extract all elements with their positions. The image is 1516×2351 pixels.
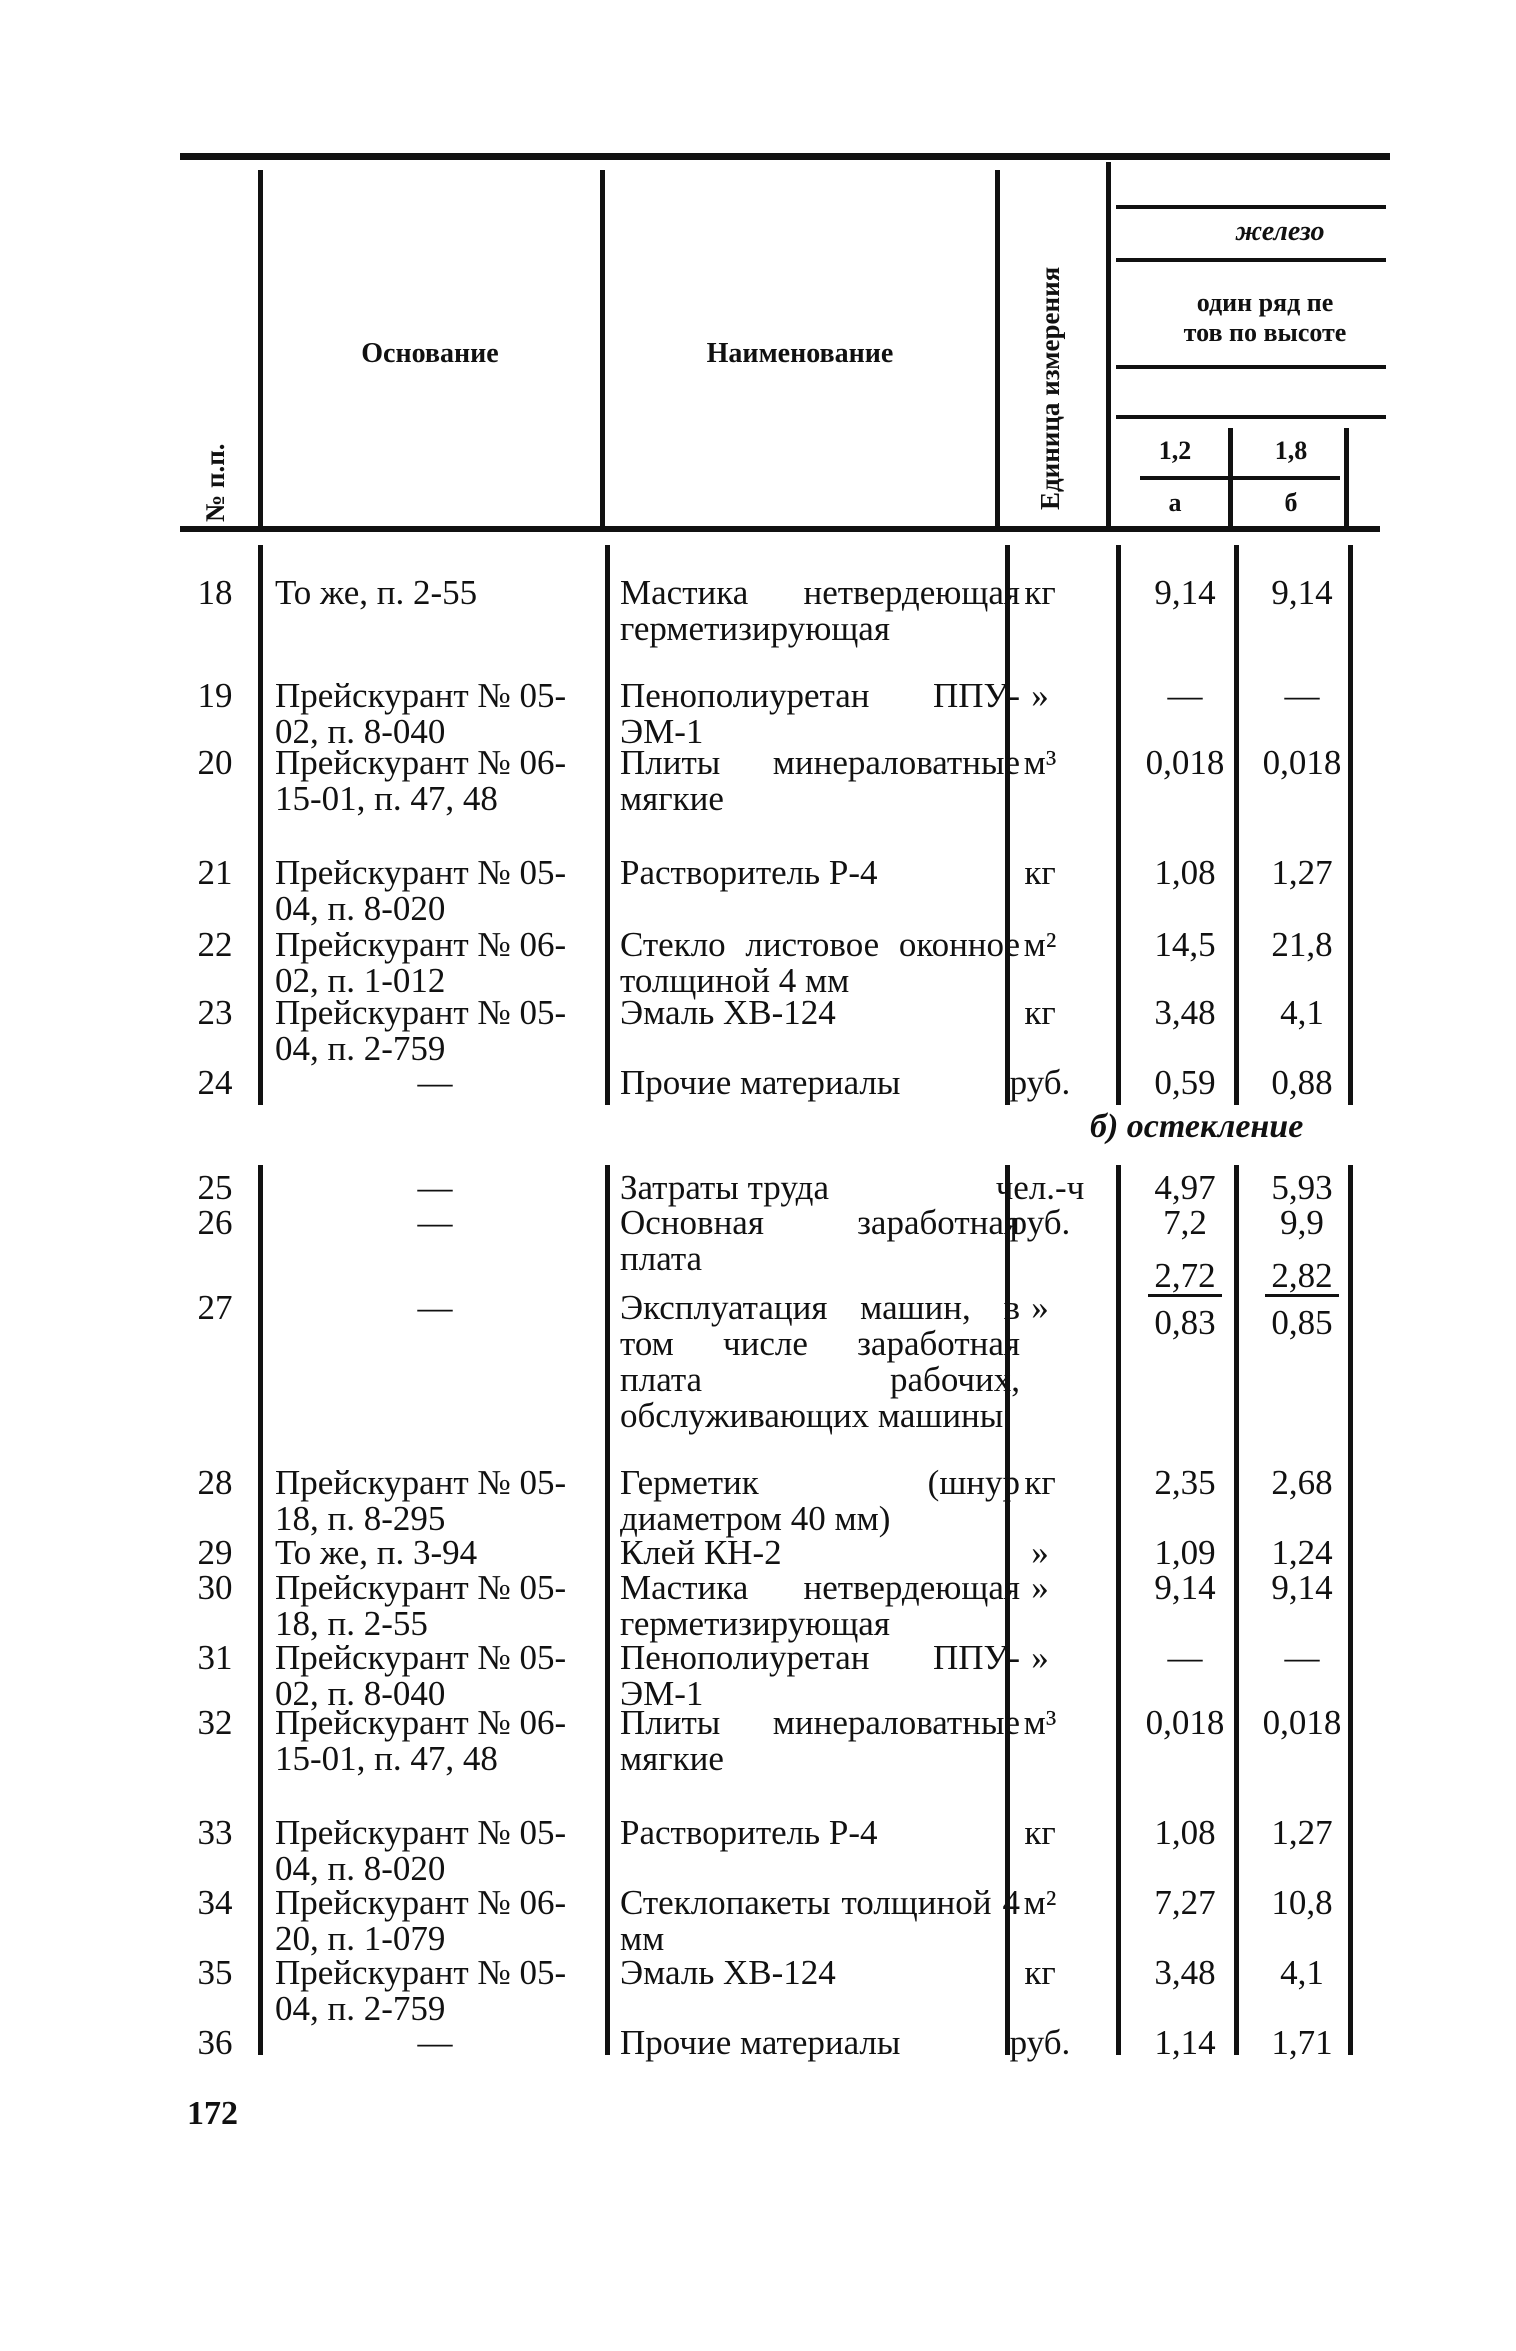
row-name: Герметик (шнур диаметром 40 мм) <box>620 1463 1020 1538</box>
row-number: 20 <box>197 743 233 782</box>
row-basis: — <box>417 1063 453 1102</box>
row-value-a: 9,14 <box>1154 1568 1216 1607</box>
row-name: Затраты труда <box>620 1168 829 1207</box>
row-unit: кг <box>1024 573 1056 612</box>
row-unit: м³ <box>1023 1703 1057 1742</box>
row-basis: Прейскурант № 05-02, п. 8-040 <box>275 676 567 751</box>
row-number: 29 <box>197 1533 233 1572</box>
row-name: Стекло листовое оконное толщиной 4 мм <box>620 925 1020 1000</box>
row-unit: руб. <box>1009 1203 1071 1242</box>
row-basis: То же, п. 2-55 <box>275 573 478 612</box>
row-number: 22 <box>197 925 233 964</box>
row-unit: чел.-ч <box>995 1168 1085 1207</box>
row-value-b: — <box>1284 676 1320 715</box>
body-divider <box>258 545 263 1105</box>
row-number: 31 <box>197 1638 233 1677</box>
row-unit: м² <box>1023 1883 1057 1922</box>
row-unit: кг <box>1024 1813 1056 1852</box>
row-basis: Прейскурант № 06-15-01, п. 47, 48 <box>275 1703 567 1778</box>
row-name: Эмаль ХВ-124 <box>620 1953 836 1992</box>
row-number: 25 <box>197 1168 233 1207</box>
header-sub-rule <box>1116 205 1386 209</box>
row-unit: руб. <box>1009 1063 1071 1102</box>
row-value-a: 3,48 <box>1154 1953 1216 1992</box>
row-name: Стеклопакеты толщиной 4 мм <box>620 1883 1020 1958</box>
header-sub-rule <box>1116 415 1386 419</box>
row-name: Прочие материалы <box>620 2023 901 2062</box>
row-basis: Прейскурант № 05-04, п. 8-020 <box>275 853 567 928</box>
row-value-a: 0,59 <box>1154 1063 1216 1102</box>
row-basis: Прейскурант № 05-18, п. 2-55 <box>275 1568 567 1643</box>
header-col-basis: Основание <box>361 338 499 369</box>
section-title: б) остекление <box>1090 1108 1304 1145</box>
row-basis: — <box>417 1203 453 1242</box>
header-top-rule <box>180 153 1390 160</box>
row-value-b: — <box>1284 1638 1320 1677</box>
row-basis: Прейскурант № 05-02, п. 8-040 <box>275 1638 567 1713</box>
row-name: Плиты минераловатные мягкие <box>620 743 1020 818</box>
body-divider <box>605 545 610 1105</box>
row-number: 36 <box>197 2023 233 2062</box>
row-basis: Прейскурант № 06-15-01, п. 47, 48 <box>275 743 567 818</box>
row-value-b: 5,93 <box>1271 1168 1333 1207</box>
header-subgroup-line2: тов по высоте <box>1183 318 1347 347</box>
header-divider <box>995 170 1000 528</box>
row-value-a: 1,09 <box>1154 1533 1216 1572</box>
row-number: 32 <box>197 1703 233 1742</box>
row-name: Прочие материалы <box>620 1063 901 1102</box>
row-value-a: — <box>1167 1638 1203 1677</box>
row-value-a: 9,14 <box>1154 573 1216 612</box>
row-unit: м³ <box>1023 743 1057 782</box>
row-value-a: 0,018 <box>1145 1703 1225 1742</box>
header-col-name: Наименование <box>706 338 894 369</box>
row-value-a-fraction <box>1125 1258 1245 1341</box>
header-divider <box>600 170 605 528</box>
header-subgroup <box>1150 288 1380 348</box>
row-value-b: 1,27 <box>1271 853 1333 892</box>
row-name: Растворитель Р-4 <box>620 853 878 892</box>
header-divider <box>1106 162 1111 528</box>
row-basis: То же, п. 3-94 <box>275 1533 478 1572</box>
row-basis: Прейскурант № 05-04, п. 2-759 <box>275 993 567 1068</box>
row-name: Мастика нетвердеющая герметизирующая <box>620 1568 1020 1643</box>
row-value-a: 4,97 <box>1154 1168 1216 1207</box>
row-value-a: 1,08 <box>1154 853 1216 892</box>
header-subgroup-line1: один ряд пе <box>1196 288 1334 317</box>
row-name: Эксплуатация машин, в том числе заработная плата рабочих, обслуживающих машины <box>620 1288 1020 1435</box>
body-divider <box>1116 1165 1121 2055</box>
row-name: Клей КН-2 <box>620 1533 782 1572</box>
row-value-b-fraction <box>1242 1258 1362 1341</box>
header-val-b: 1,8 <box>1274 436 1308 465</box>
row-name: Пенополиуретан ППУ-ЭМ-1 <box>620 1638 1020 1713</box>
row-value-b: 0,88 <box>1271 1063 1333 1102</box>
row-name: Эмаль ХВ-124 <box>620 993 836 1032</box>
page-number: 172 <box>187 2095 238 2132</box>
header-sub-rule <box>1116 258 1386 262</box>
row-number: 35 <box>197 1953 233 1992</box>
row-value-a-top: 2,72 <box>1148 1258 1221 1297</box>
row-value-b: 9,9 <box>1280 1203 1324 1242</box>
row-value-b: 1,24 <box>1271 1533 1333 1572</box>
row-unit: » <box>1031 1638 1049 1677</box>
body-divider <box>605 1165 610 2055</box>
row-number: 33 <box>197 1813 233 1852</box>
row-value-a: 1,08 <box>1154 1813 1216 1852</box>
row-value-b: 4,1 <box>1280 993 1324 1032</box>
row-value-a: 14,5 <box>1154 925 1216 964</box>
row-number: 24 <box>197 1063 233 1102</box>
row-unit: » <box>1031 1288 1049 1327</box>
row-basis: Прейскурант № 05-04, п. 2-759 <box>275 1953 567 2028</box>
row-number: 34 <box>197 1883 233 1922</box>
row-basis: — <box>417 2023 453 2062</box>
row-unit: кг <box>1024 993 1056 1032</box>
row-unit: м² <box>1023 925 1057 964</box>
row-basis: Прейскурант № 05-18, п. 8-295 <box>275 1463 567 1538</box>
row-basis: Прейскурант № 05-04, п. 8-020 <box>275 1813 567 1888</box>
row-unit: руб. <box>1009 2023 1071 2062</box>
header-divider <box>258 170 263 528</box>
header-letter-b: б <box>1284 488 1298 517</box>
row-number: 30 <box>197 1568 233 1607</box>
row-value-a-bottom: 0,83 <box>1154 1303 1216 1342</box>
header-col-num: № п.п. <box>200 443 230 522</box>
row-number: 18 <box>197 573 233 612</box>
row-name: Мастика нетвердеющая герметизирующая <box>620 573 1020 648</box>
row-number: 19 <box>197 676 233 715</box>
row-name: Плиты минераловатные мягкие <box>620 1703 1020 1778</box>
row-unit: » <box>1031 676 1049 715</box>
body-divider <box>258 1165 263 2055</box>
row-value-b: 21,8 <box>1271 925 1333 964</box>
row-value-a: 1,14 <box>1154 2023 1216 2062</box>
row-value-b: 4,1 <box>1280 1953 1324 1992</box>
row-value-b: 10,8 <box>1271 1883 1333 1922</box>
row-value-b: 0,018 <box>1262 743 1342 782</box>
row-name: Пенополиуретан ППУ-ЭМ-1 <box>620 676 1020 751</box>
row-unit: кг <box>1024 1953 1056 1992</box>
row-value-b-top: 2,82 <box>1265 1258 1338 1297</box>
row-number: 23 <box>197 993 233 1032</box>
row-value-b: 0,018 <box>1262 1703 1342 1742</box>
row-number: 26 <box>197 1203 233 1242</box>
row-unit: » <box>1031 1568 1049 1607</box>
header-group: железо <box>1235 216 1325 247</box>
row-value-a: 7,2 <box>1163 1203 1207 1242</box>
row-unit: » <box>1031 1533 1049 1572</box>
row-value-a: — <box>1167 676 1203 715</box>
row-basis: — <box>417 1168 453 1207</box>
header-val-a: 1,2 <box>1158 436 1192 465</box>
header-bottom-rule <box>180 526 1380 532</box>
row-value-a: 0,018 <box>1145 743 1225 782</box>
row-value-b: 1,27 <box>1271 1813 1333 1852</box>
row-name: Основная заработная плата <box>620 1203 1020 1278</box>
row-basis: Прейскурант № 06-20, п. 1-079 <box>275 1883 567 1958</box>
row-value-b: 9,14 <box>1271 573 1333 612</box>
row-value-b: 9,14 <box>1271 1568 1333 1607</box>
header-sub-rule <box>1116 365 1386 369</box>
row-value-a: 3,48 <box>1154 993 1216 1032</box>
row-number: 28 <box>197 1463 233 1502</box>
row-value-b: 1,71 <box>1271 2023 1333 2062</box>
row-value-b: 2,68 <box>1271 1463 1333 1502</box>
header-letter-a: а <box>1168 488 1182 517</box>
row-unit: кг <box>1024 853 1056 892</box>
row-value-b-bottom: 0,85 <box>1271 1303 1333 1342</box>
header-col-unit: Единица измерения <box>1035 266 1065 510</box>
row-unit: кг <box>1024 1463 1056 1502</box>
row-number: 21 <box>197 853 233 892</box>
row-name: Растворитель Р-4 <box>620 1813 878 1852</box>
body-divider <box>1116 545 1121 1105</box>
row-basis: — <box>417 1288 453 1327</box>
row-value-a: 2,35 <box>1154 1463 1216 1502</box>
header-sub-rule <box>1140 476 1340 480</box>
row-basis: Прейскурант № 06-02, п. 1-012 <box>275 925 567 1000</box>
row-number: 27 <box>197 1288 233 1327</box>
row-value-a: 7,27 <box>1154 1883 1216 1922</box>
